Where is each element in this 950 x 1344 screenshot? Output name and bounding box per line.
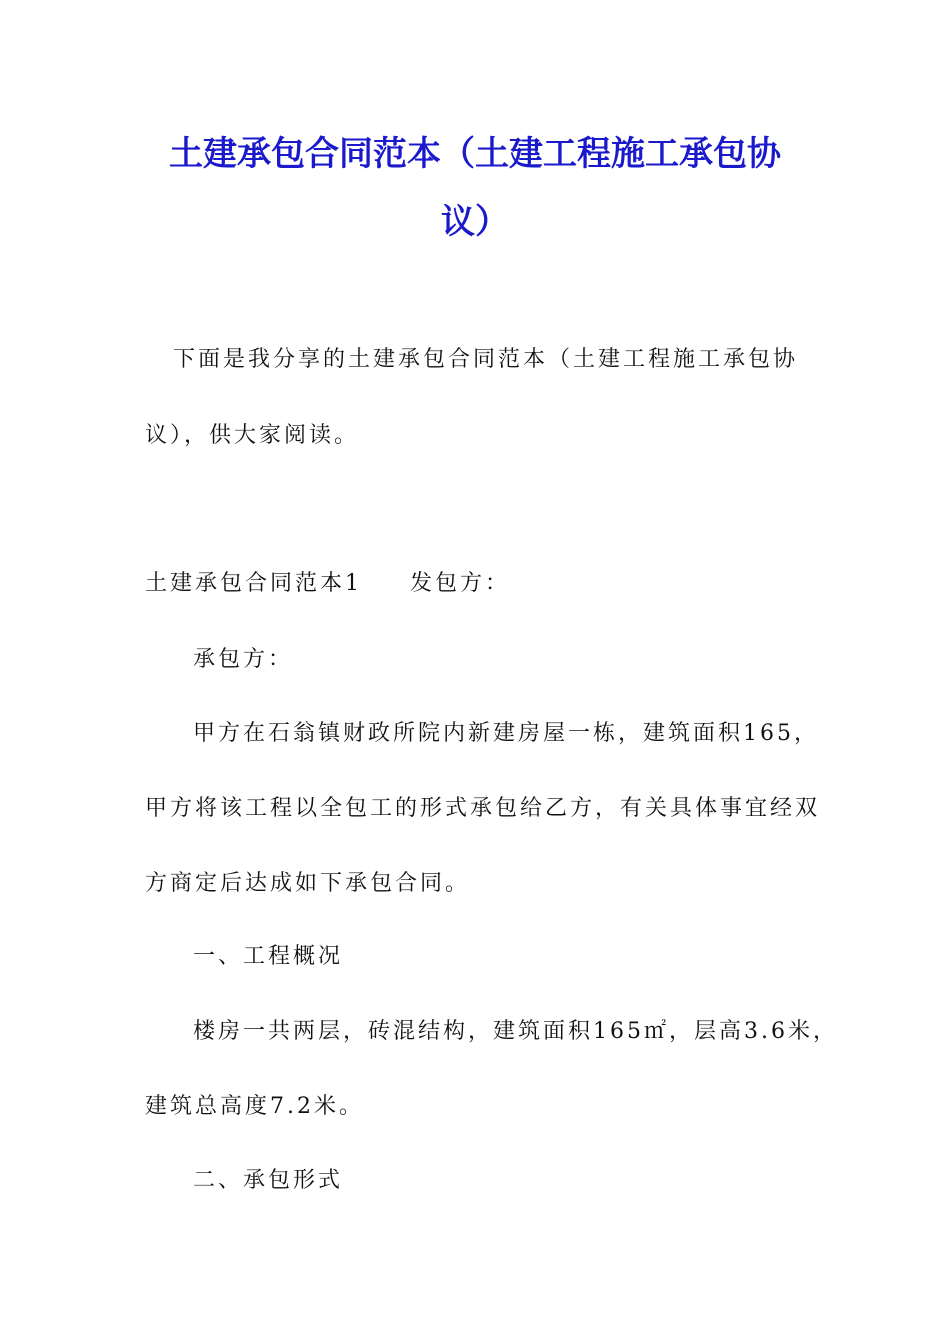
section-2-title: 二、承包形式 xyxy=(193,1168,344,1193)
intro-line-1: 下面是我分享的土建承包合同范本（土建工程施工承包协 xyxy=(173,347,799,372)
section-1-line-2: 建筑总高度7.2米。 xyxy=(145,1094,364,1119)
paragraph-1-line-2: 甲方将该工程以全包工的形式承包给乙方，有关具体事宜经双 xyxy=(145,796,821,821)
section-1-title: 一、工程概况 xyxy=(193,944,344,969)
section-1-line-1: 楼房一共两层，砖混结构，建筑面积165㎡，层高3.6米， xyxy=(193,1019,838,1044)
party-a-label: 发包方： xyxy=(410,571,511,596)
contract-heading-row xyxy=(145,571,510,597)
document-title-line-1: 土建承包合同范本（土建工程施工承包协 xyxy=(169,134,781,174)
contract-heading: 土建承包合同范本1 xyxy=(145,571,362,596)
paragraph-1-line-1: 甲方在石翁镇财政所院内新建房屋一栋，建筑面积165， xyxy=(193,721,819,746)
document-title-line-2: 议） xyxy=(441,202,509,242)
party-b-label: 承包方： xyxy=(193,647,294,672)
paragraph-1-line-3: 方商定后达成如下承包合同。 xyxy=(145,871,471,896)
intro-line-2: 议），供大家阅读。 xyxy=(145,423,360,448)
